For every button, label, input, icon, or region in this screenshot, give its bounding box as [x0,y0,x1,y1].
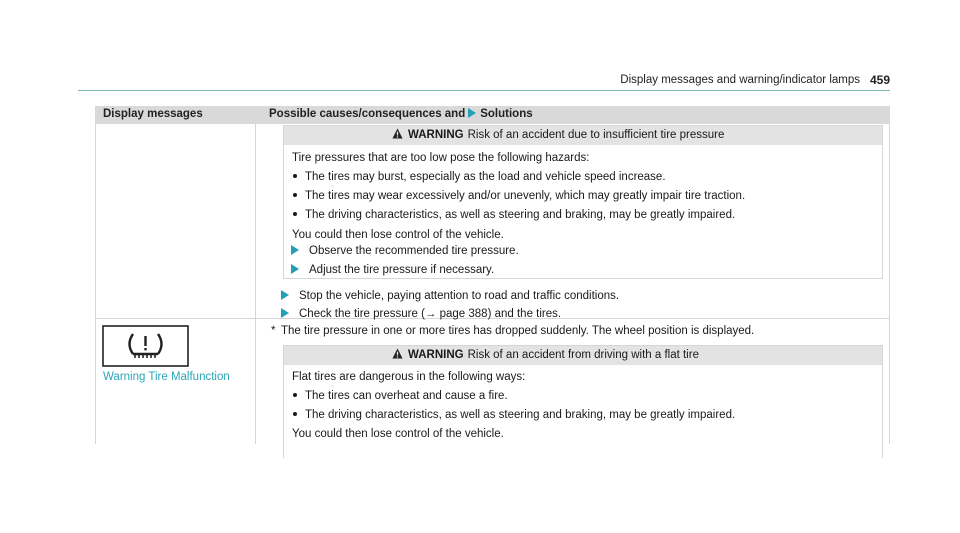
arrow-right-icon [468,108,476,118]
column-divider [255,124,256,444]
warning-header [284,346,882,365]
list-item: The driving characteristics, as well as steering and braking, may be greatly impaired. [293,209,735,221]
tire-pressure-warning-icon [102,325,189,367]
col-header-causes [269,108,533,120]
step-arrow-icon [291,264,299,274]
warning-header [284,126,882,145]
step-item: Stop the vehicle, paying attention to road and traffic conditions. [281,290,619,302]
list-item: The driving characteristics, as well as steering and braking, may be greatly impaired. [293,409,735,421]
warning-intro: Flat tires are dangerous in the following ways: [292,371,526,383]
col-header-causes-text: Possible causes/consequences and [269,108,466,120]
display-messages-table [95,106,890,444]
header-rule [78,90,890,91]
step-arrow-icon [281,290,289,300]
table-header-row [95,106,890,124]
warning-consequence: You could then lose control of the vehicle. [292,428,504,440]
step-arrow-icon [291,245,299,255]
col-header-display-messages: Display messages [103,108,203,120]
warning-intro: Tire pressures that are too low pose the following hazards: [292,152,590,164]
warning-text: Risk of an accident from driving with a flat tire [467,349,699,361]
warning-triangle-icon [392,348,403,359]
footnote-marker: * [271,325,276,337]
list-item: The tires can overheat and cause a fire. [293,390,508,402]
step-arrow-icon [281,308,289,318]
table-border-right [889,124,890,444]
page-number: 459 [869,73,890,87]
warning-text: Risk of an accident due to insufficient tire pressure [467,129,725,141]
step-item: Adjust the tire pressure if necessary. [291,264,494,276]
running-header: Display messages and warning/indicator lamps [620,74,860,86]
list-item: The tires may burst, especially as the load and vehicle speed increase. [293,171,666,183]
cause-text: The tire pressure in one or more tires has dropped suddenly. The wheel position is displayed. [281,325,755,337]
warning-triangle-icon [392,128,403,139]
col-header-solutions-text: Solutions [480,108,533,120]
list-item: The tires may wear excessively and/or unevenly, which may greatly impair tire traction. [293,190,745,202]
table-border-left [95,124,96,444]
warning-consequence: You could then lose control of the vehicle. [292,229,504,241]
step-item: Observe the recommended tire pressure. [291,245,519,257]
warning-label: WARNING [408,129,464,141]
step-item: Check the tire pressure (→ page 388) and the tires. [281,308,561,320]
warning-label: WARNING [408,349,464,361]
display-message-text: Warning Tire Malfunction [103,371,230,383]
